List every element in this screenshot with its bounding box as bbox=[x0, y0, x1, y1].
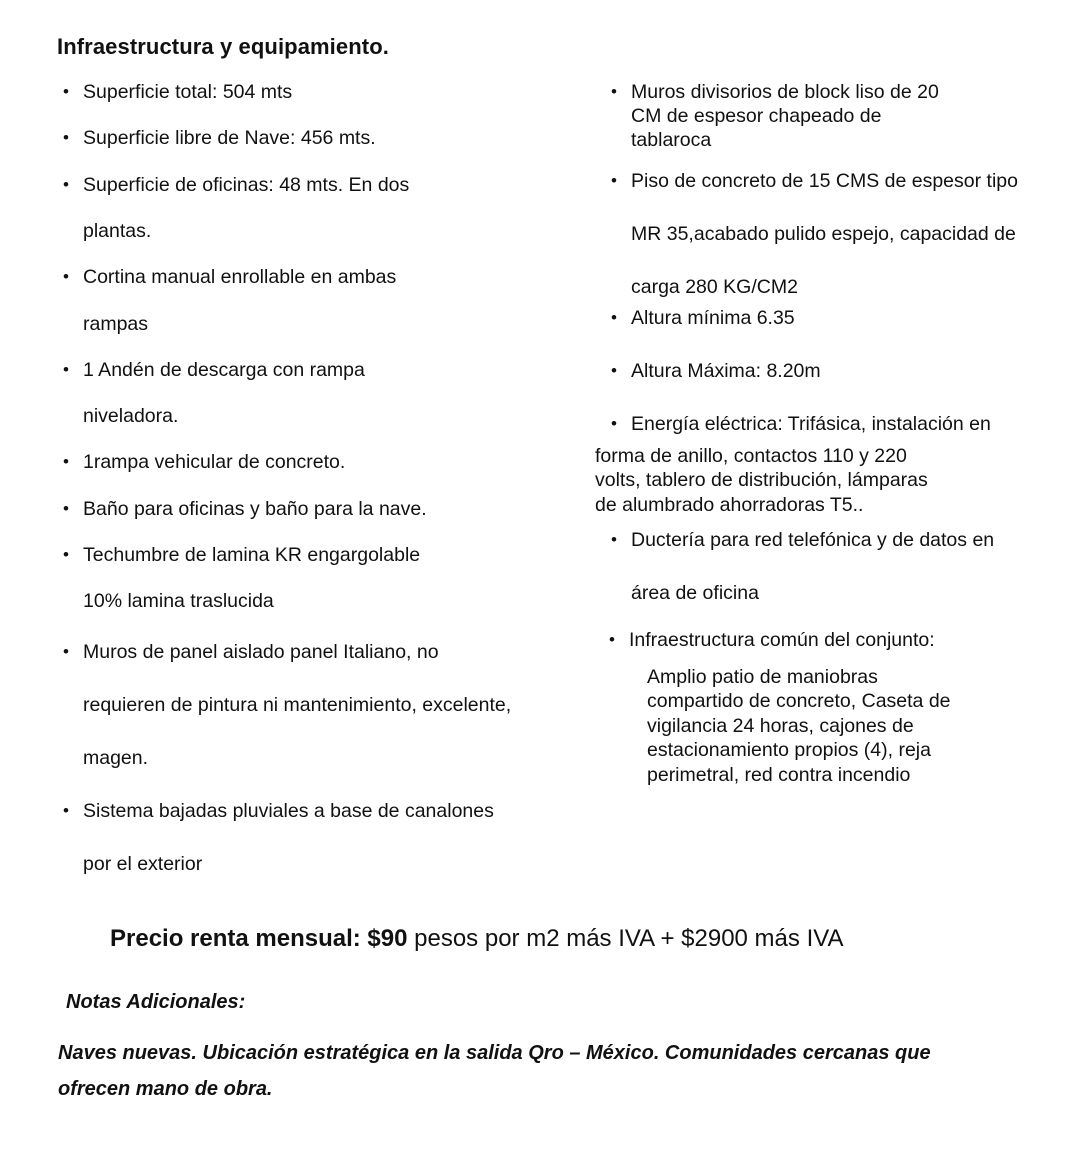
list-item-continuation: compartido de concreto, Caseta de bbox=[647, 690, 951, 712]
list-item: • 1rampa vehicular de concreto. bbox=[63, 451, 346, 473]
bullet-icon: • bbox=[63, 801, 69, 820]
bullet-icon: • bbox=[611, 530, 617, 549]
list-item: • Sistema bajadas pluviales a base de canalones bbox=[63, 800, 494, 822]
list-item-continuation: niveladora. bbox=[83, 405, 179, 427]
list-item: • Baño para oficinas y baño para la nave. bbox=[63, 498, 427, 520]
list-item-continuation: forma de anillo, contactos 110 y 220 bbox=[595, 445, 907, 467]
list-item: • Piso de concreto de 15 CMS de espesor tipo bbox=[611, 170, 1018, 192]
list-item-continuation: vigilancia 24 horas, cajones de bbox=[647, 715, 914, 737]
list-item-continuation: plantas. bbox=[83, 220, 152, 242]
list-item-continuation: estacionamiento propios (4), reja bbox=[647, 739, 931, 761]
list-item: • Muros de panel aislado panel Italiano, no bbox=[63, 641, 439, 663]
list-item-continuation: volts, tablero de distribución, lámparas bbox=[595, 469, 928, 491]
list-item: • Techumbre de lamina KR engargolable bbox=[63, 544, 421, 566]
list-item-continuation: rampas bbox=[83, 313, 149, 335]
bullet-icon: • bbox=[63, 267, 69, 286]
rent-price-label: Precio renta mensual: $90 bbox=[110, 925, 408, 952]
rent-price bbox=[110, 925, 843, 953]
bullet-icon: • bbox=[611, 414, 617, 433]
notes-title: Notas Adicionales: bbox=[66, 991, 246, 1013]
notes-line: Naves nuevas. Ubicación estratégica en la salida Qro – México. Comunidades cercanas que bbox=[58, 1042, 931, 1064]
list-item-continuation: por el exterior bbox=[83, 853, 203, 875]
list-item: • 1 Andén de descarga con rampa bbox=[63, 359, 365, 381]
section-heading: Infraestructura y equipamiento. bbox=[57, 34, 389, 59]
rent-price-details: pesos por m2 más IVA + $2900 más IVA bbox=[407, 925, 844, 952]
bullet-icon: • bbox=[63, 642, 69, 661]
list-item-continuation: magen. bbox=[83, 747, 149, 769]
bullet-icon: • bbox=[63, 128, 69, 147]
list-item-continuation: perimetral, red contra incendio bbox=[647, 764, 911, 786]
list-item-continuation: de alumbrado ahorradoras T5.. bbox=[595, 494, 864, 516]
list-item-continuation: CM de espesor chapeado de bbox=[631, 105, 882, 127]
list-item-continuation: MR 35,acabado pulido espejo, capacidad de bbox=[631, 223, 1016, 245]
bullet-icon: • bbox=[609, 630, 615, 649]
list-item-continuation: tablaroca bbox=[631, 129, 712, 151]
list-item: • Energía eléctrica: Trifásica, instalación en bbox=[611, 413, 991, 435]
bullet-icon: • bbox=[611, 82, 617, 101]
bullet-icon: • bbox=[611, 171, 617, 190]
bullet-icon: • bbox=[611, 308, 617, 327]
list-item: • Ductería para red telefónica y de datos en bbox=[611, 529, 995, 551]
list-item: • Cortina manual enrollable en ambas bbox=[63, 266, 397, 288]
list-item: • Infraestructura común del conjunto: bbox=[609, 629, 935, 651]
list-item: • Superficie libre de Nave: 456 mts. bbox=[63, 127, 376, 149]
list-item-continuation: carga 280 KG/CM2 bbox=[631, 276, 798, 298]
list-item-continuation: requieren de pintura ni mantenimiento, excelente, bbox=[83, 694, 512, 716]
list-item: • Altura Máxima: 8.20m bbox=[611, 360, 821, 382]
bullet-icon: • bbox=[63, 175, 69, 194]
list-item-continuation: Amplio patio de maniobras bbox=[647, 666, 878, 688]
list-item: • Superficie de oficinas: 48 mts. En dos bbox=[63, 174, 410, 196]
list-item: • Altura mínima 6.35 bbox=[611, 307, 795, 329]
list-item-continuation: área de oficina bbox=[631, 582, 759, 604]
bullet-icon: • bbox=[63, 360, 69, 379]
bullet-icon: • bbox=[63, 545, 69, 564]
bullet-icon: • bbox=[63, 452, 69, 471]
list-item-continuation: 10% lamina traslucida bbox=[83, 590, 274, 612]
bullet-icon: • bbox=[63, 499, 69, 518]
list-item: • Superficie total: 504 mts bbox=[63, 81, 293, 103]
bullet-icon: • bbox=[63, 82, 69, 101]
bullet-icon: • bbox=[611, 361, 617, 380]
notes-line: ofrecen mano de obra. bbox=[58, 1078, 273, 1100]
list-item: • Muros divisorios de block liso de 20 bbox=[611, 81, 939, 103]
